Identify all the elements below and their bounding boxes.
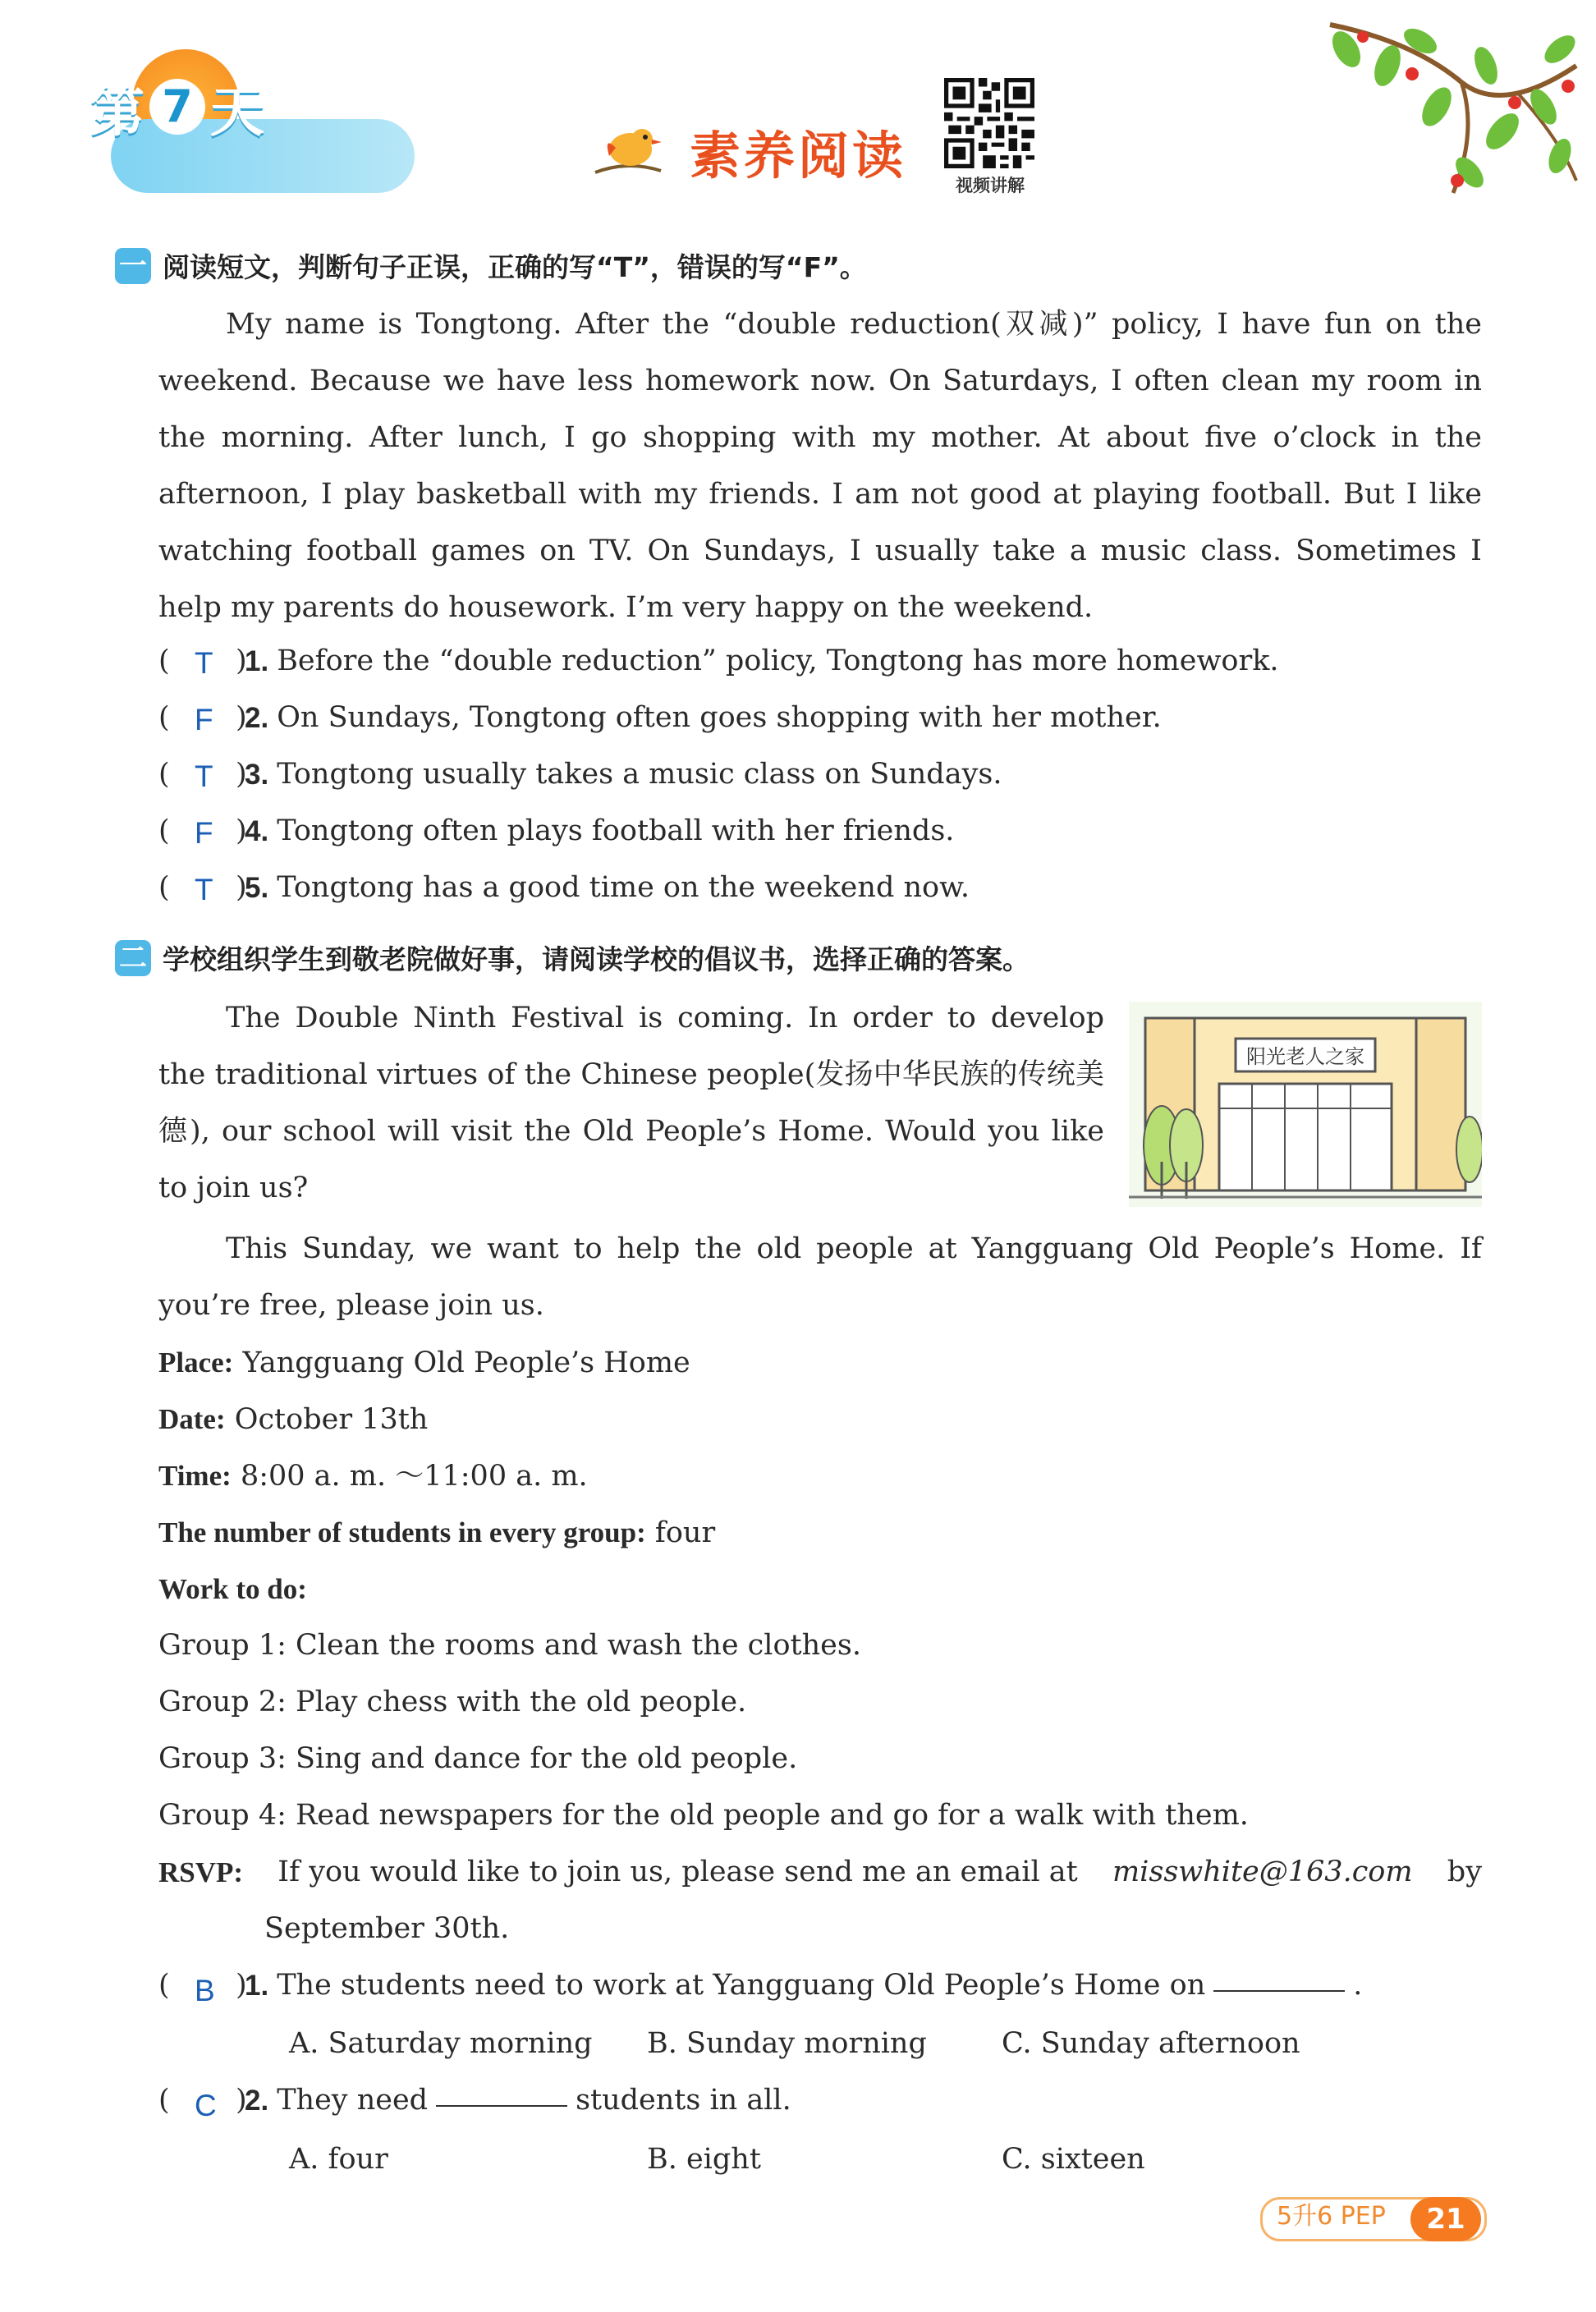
part1-number: 一 bbox=[115, 248, 151, 284]
answer-mark[interactable]: T bbox=[195, 873, 213, 906]
day-suffix: 天 bbox=[210, 80, 264, 144]
answer-mark[interactable]: T bbox=[195, 759, 213, 793]
part1-question-1: ( T ) 1. Before the “double reduction” policy, Tongtong has more homework. bbox=[158, 633, 1279, 690]
question-text: Tongtong usually takes a music class on Sundays. bbox=[277, 758, 1002, 791]
part1-instruction: 阅读短文，判断句子正误，正确的写“T”，错误的写“F”。 bbox=[163, 251, 867, 283]
question-text: Tongtong has a good time on the weekend now. bbox=[277, 871, 970, 904]
part2-question-1: ( B ) 1. The students need to work at Yangguang Old People’s Home on . bbox=[158, 1957, 1362, 2014]
building-sign: 阳光老人之家 bbox=[1246, 1045, 1364, 1068]
answer-mark[interactable]: T bbox=[195, 646, 213, 680]
date-line: Date: October 13th bbox=[158, 1403, 429, 1436]
group-2-line: Group 2: Play chess with the old people. bbox=[158, 1686, 747, 1718]
group-3-line: Group 3: Sing and dance for the old people. bbox=[158, 1742, 798, 1775]
question-text: On Sundays, Tongtong often goes shopping with her mother. bbox=[277, 701, 1162, 734]
section-title: 素养阅读 bbox=[690, 126, 907, 186]
work-label: Work to do: bbox=[158, 1573, 307, 1605]
qr-code-icon[interactable] bbox=[944, 78, 1034, 168]
group-4-line: Group 4: Read newspapers for the old people and go for a walk with them. bbox=[158, 1799, 1249, 1832]
answer-blank[interactable] bbox=[436, 2072, 567, 2107]
part2-question-2: ( C ) 2. They need students in all. bbox=[158, 2072, 791, 2129]
group-count-line: The number of students in every group: four bbox=[158, 1516, 716, 1549]
day-label bbox=[90, 74, 264, 144]
day-prefix: 第 bbox=[90, 80, 144, 144]
answer-mark[interactable]: C bbox=[195, 2089, 217, 2122]
question-text: Tongtong often plays football with her friends. bbox=[277, 814, 955, 847]
day-number: 7 bbox=[149, 79, 205, 135]
rsvp-date: September 30th. bbox=[264, 1912, 510, 1945]
page-number: 21 bbox=[1410, 2197, 1481, 2241]
place-line: Place: Yangguang Old People’s Home bbox=[158, 1346, 690, 1379]
answer-mark[interactable]: F bbox=[195, 703, 213, 736]
bird-icon bbox=[591, 115, 665, 189]
nursing-home-building-icon bbox=[1129, 1002, 1482, 1207]
option-a[interactable]: A. four bbox=[289, 2143, 388, 2176]
part2-instruction: 学校组织学生到敬老院做好事，请阅读学校的倡议书，选择正确的答案。 bbox=[163, 943, 1030, 975]
qr-label: 视频讲解 bbox=[956, 176, 1025, 195]
part2-heading bbox=[115, 938, 1030, 977]
part1-question-2: ( F ) 2. On Sundays, Tongtong often goes shopping with her mother. bbox=[158, 690, 1162, 746]
rsvp-email: misswhite@163.com bbox=[1112, 1856, 1413, 1888]
group-1-line: Group 1: Clean the rooms and wash the clothes. bbox=[158, 1629, 861, 1662]
option-c[interactable]: C. Sunday afternoon bbox=[1002, 2027, 1300, 2060]
part1-question-3: ( T ) 3. Tongtong usually takes a music class on Sundays. bbox=[158, 746, 1002, 803]
part2-intro: The Double Ninth Festival is coming. In order to develop the traditional virtues of the Chinese people(发扬中华民族的传统美德), our school will visit the Old People’s Home. Would you like to join us? bbox=[158, 1002, 1104, 1204]
question-text: Before the “double reduction” policy, Tongtong has more homework. bbox=[277, 645, 1279, 677]
option-c[interactable]: C. sixteen bbox=[1002, 2143, 1145, 2176]
answer-mark[interactable]: B bbox=[195, 1974, 215, 2007]
option-b[interactable]: B. eight bbox=[647, 2143, 761, 2176]
series-label: 5升6 PEP bbox=[1277, 2202, 1386, 2231]
part1-heading bbox=[115, 246, 867, 285]
part2-body: This Sunday, we want to help the old people at Yangguang Old People’s Home. If you’re free, please join us. bbox=[158, 1232, 1482, 1322]
part1-question-5: ( T ) 5. Tongtong has a good time on the weekend now. bbox=[158, 860, 970, 916]
part1-question-4: ( F ) 4. Tongtong often plays football with her friends. bbox=[158, 803, 954, 860]
answer-blank[interactable] bbox=[1213, 1957, 1345, 1992]
rsvp-line: RSVP: If you would like to join us, please send me an email at misswhite@163.com by bbox=[158, 1844, 1482, 1901]
option-a[interactable]: A. Saturday morning bbox=[289, 2027, 593, 2060]
answer-mark[interactable]: F bbox=[195, 816, 213, 850]
time-line: Time: 8:00 a. m. ～11:00 a. m. bbox=[158, 1460, 588, 1493]
option-b[interactable]: B. Sunday morning bbox=[647, 2027, 927, 2060]
part2-number: 二 bbox=[115, 940, 151, 976]
part1-passage: My name is Tongtong. After the “double reduction(双减)” policy, I have fun on the weekend. Because we have less homework now. On Saturdays, I often clean my room in the morning. After lunch, I go shopping with my mother. At about five o’clock in the afternoon, I play basketball with my friends. I am not good at playing football. But I like watching football games on TV. On Sundays, I usually take a music class. Sometimes I help my parents do housework. I’m very happy on the weekend. bbox=[158, 308, 1482, 624]
branch-decoration-icon bbox=[1314, 16, 1585, 205]
